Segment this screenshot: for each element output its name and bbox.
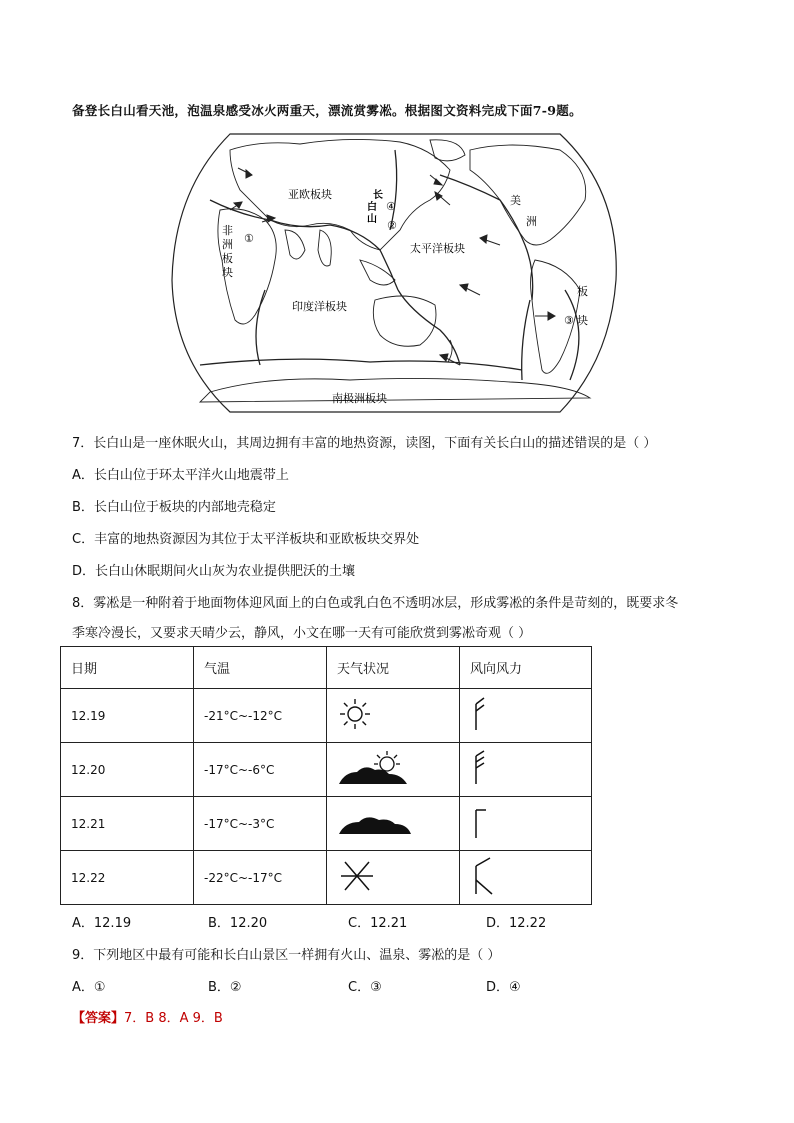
header-temp: 气温 [194, 647, 327, 689]
label-indian: 印度洋板块 [292, 300, 347, 313]
q8-stem-line2: 季寒冷漫长，又要求天晴少云，静风，小文在哪一天有可能欣赏到雾凇奇观（ ） [72, 626, 532, 641]
q8-option-c: C．12.21 [348, 916, 408, 931]
marker-4: ④ [386, 200, 396, 213]
cell-date: 12.19 [61, 689, 194, 743]
q8-option-b: B．12.20 [208, 916, 268, 931]
label-african-1: 非 [222, 224, 233, 237]
label-antarctic: 南极洲板块 [332, 392, 387, 405]
q7-option-b: B．长白山位于板块的内部地壳稳定 [72, 500, 276, 515]
answer-tag: 【答案】 [72, 1011, 125, 1026]
cell-wind [460, 851, 592, 905]
header-weather: 天气状况 [327, 647, 460, 689]
table-header-row [61, 647, 592, 689]
label-changbai-2: 白 [367, 202, 377, 213]
label-american-4: 块 [577, 314, 588, 327]
q9-option-a: A．① [72, 980, 106, 995]
cell-temp: -17°C~-3°C [194, 797, 327, 851]
cell-date: 12.20 [61, 743, 194, 797]
q7-option-c: C．丰富的地热资源因为其位于太平洋板块和亚欧板块交界处 [72, 532, 420, 547]
cell-weather [327, 689, 460, 743]
wind-3-icon [470, 750, 494, 786]
cell-date: 12.22 [61, 851, 194, 905]
label-changbai-1: 长 [373, 190, 383, 201]
q8-option-a: A．12.19 [72, 916, 132, 931]
label-changbai-3: 山 [367, 214, 377, 225]
answer-text: 7．B 8．A 9．B [124, 1011, 223, 1026]
marker-3: ③ [564, 314, 574, 327]
cell-wind [460, 797, 592, 851]
label-american-2: 洲 [526, 215, 537, 228]
weather-table [60, 646, 592, 905]
plate-boundaries [200, 150, 579, 380]
q7-option-a: A．长白山位于环太平洋火山地震带上 [72, 468, 289, 483]
header-wind: 风向风力 [460, 647, 592, 689]
map-frame [172, 134, 616, 412]
label-african-2: 洲 [222, 238, 233, 251]
cell-weather [327, 743, 460, 797]
q8-stem-line1: 8．雾凇是一种附着于地面物体迎风面上的白色或乳白色不透明冰层，形成雾凇的条件是苛刻的，既要求冬 [72, 596, 679, 611]
q8-option-d: D．12.22 [486, 916, 547, 931]
cell-temp: -17°C~-6°C [194, 743, 327, 797]
motion-arrows [230, 168, 555, 365]
wind-1-icon [470, 804, 494, 840]
label-pacific: 太平洋板块 [410, 242, 465, 255]
marker-2: ② [387, 219, 397, 232]
cell-temp: -21°C~-12°C [194, 689, 327, 743]
table-row [61, 743, 592, 797]
label-american-1: 美 [510, 194, 521, 207]
cell-wind [460, 689, 592, 743]
label-african-3: 板 [222, 252, 233, 265]
cell-wind [460, 743, 592, 797]
marker-1: ① [244, 232, 254, 245]
label-american-3: 板 [577, 285, 588, 298]
cell-temp: -22°C~-17°C [194, 851, 327, 905]
wind-2b-icon [470, 856, 500, 896]
cell-date: 12.21 [61, 797, 194, 851]
label-african-4: 块 [222, 266, 233, 279]
snow-icon [337, 858, 377, 894]
cell-weather [327, 797, 460, 851]
answer-line [72, 1007, 223, 1026]
header-date: 日期 [61, 647, 194, 689]
q9-option-d: D．④ [486, 980, 521, 995]
plate-map [170, 130, 620, 416]
q9-option-c: C．③ [348, 980, 382, 995]
cloudy-icon [337, 804, 413, 840]
cell-weather [327, 851, 460, 905]
q7-option-d: D．长白山休眠期间火山灰为农业提供肥沃的土壤 [72, 564, 356, 579]
q9-stem: 9．下列地区中最有可能和长白山景区一样拥有火山、温泉、雾凇的是（ ） [72, 948, 501, 963]
wind-2-icon [470, 696, 494, 732]
label-eurasian: 亚欧板块 [288, 188, 332, 201]
table-row [61, 851, 592, 905]
partly-cloudy-icon [337, 750, 413, 786]
table-row [61, 797, 592, 851]
q9-option-b: B．② [208, 980, 242, 995]
intro-text: 备登长白山看天池，泡温泉感受冰火两重天，漂流赏雾凇。根据图文资料完成下面7-9题。 [72, 103, 582, 118]
q7-stem: 7．长白山是一座休眠火山，其周边拥有丰富的地热资源，读图，下面有关长白山的描述错误的是（ ） [72, 436, 657, 451]
sunny-icon [337, 696, 373, 732]
table-row [61, 689, 592, 743]
